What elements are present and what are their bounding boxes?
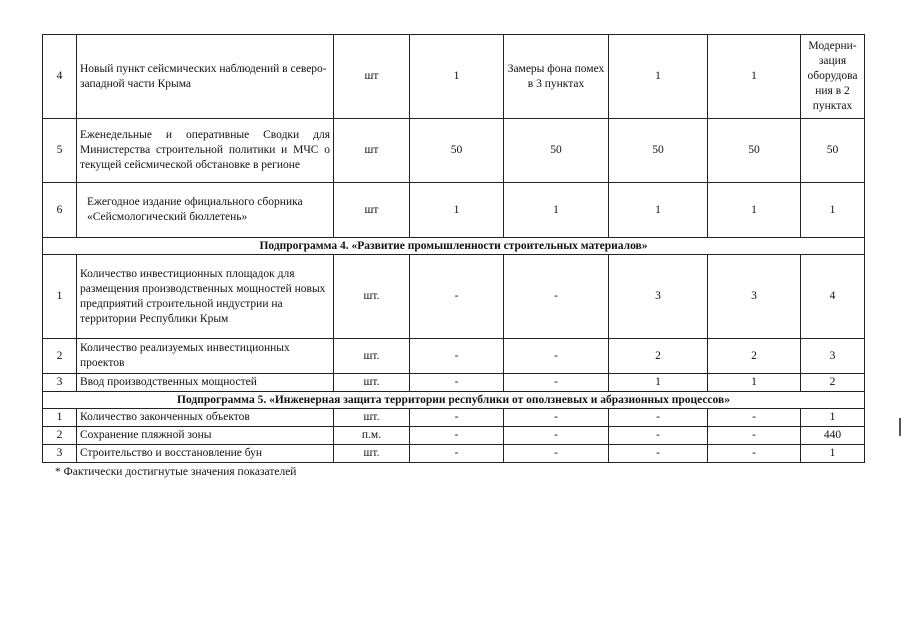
unit-cell: шт — [334, 35, 410, 119]
value-cell: 1 — [410, 35, 504, 119]
row-number: 3 — [43, 445, 77, 463]
unit-cell: шт — [334, 119, 410, 183]
table-row — [43, 119, 865, 183]
value-cell: - — [609, 445, 708, 463]
row-number: 3 — [43, 374, 77, 392]
indicator-name: Ежегодное издание официального сборника «Сейсмологический бюллетень» — [77, 183, 334, 238]
indicators-table — [42, 34, 865, 463]
unit-cell: шт. — [334, 339, 410, 374]
table-row — [43, 374, 865, 392]
value-cell: 440 — [801, 427, 865, 445]
value-cell: - — [504, 427, 609, 445]
subprogram-5-title: Подпрограмма 5. «Инженерная защита территории республики от оползневых и абразионных процессов» — [43, 392, 865, 409]
row-number: 6 — [43, 183, 77, 238]
indicator-name: Ввод производственных мощностей — [77, 374, 334, 392]
value-cell: - — [504, 339, 609, 374]
value-cell: 2 — [801, 374, 865, 392]
value-cell: 3 — [801, 339, 865, 374]
value-cell: 2 — [609, 339, 708, 374]
unit-cell: шт. — [334, 445, 410, 463]
value-cell: 1 — [801, 445, 865, 463]
row-number: 1 — [43, 409, 77, 427]
subprogram-header — [43, 392, 865, 409]
indicator-name: Строительство и восстановление бун — [77, 445, 334, 463]
value-cell: 1 — [708, 374, 801, 392]
value-cell: - — [504, 255, 609, 339]
value-cell: - — [504, 374, 609, 392]
table-row — [43, 427, 865, 445]
indicator-name: Количество реализуемых инвестиционных проектов — [77, 339, 334, 374]
row-number: 2 — [43, 427, 77, 445]
value-cell: 1 — [504, 183, 609, 238]
value-cell: 50 — [801, 119, 865, 183]
value-cell: Модерни-зация оборудова ния в 2 пунктах — [801, 35, 865, 119]
value-cell: - — [410, 445, 504, 463]
value-cell: 1 — [609, 35, 708, 119]
value-cell: 3 — [708, 255, 801, 339]
value-cell: - — [609, 409, 708, 427]
subprogram-4-title: Подпрограмма 4. «Развитие промышленности строительных материалов» — [43, 238, 865, 255]
unit-cell: шт. — [334, 255, 410, 339]
indicator-name: Новый пункт сейсмических наблюдений в северо-западной части Крыма — [77, 35, 334, 119]
value-cell: - — [410, 427, 504, 445]
value-cell: 3 — [609, 255, 708, 339]
value-cell: 1 — [609, 374, 708, 392]
row-number: 5 — [43, 119, 77, 183]
value-cell: 50 — [708, 119, 801, 183]
value-cell: - — [708, 427, 801, 445]
indicator-name: Количество законченных объектов — [77, 409, 334, 427]
value-cell: 2 — [708, 339, 801, 374]
row-number: 4 — [43, 35, 77, 119]
value-cell: 1 — [801, 183, 865, 238]
value-cell: - — [410, 255, 504, 339]
value-cell: 1 — [708, 183, 801, 238]
value-cell: - — [504, 409, 609, 427]
indicator-name: Количество инвестиционных площадок для размещения производственных мощностей новых предприятий строительной индустрии на территории Республики Крым — [77, 255, 334, 339]
value-cell: - — [410, 409, 504, 427]
unit-cell: шт. — [334, 374, 410, 392]
unit-cell: п.м. — [334, 427, 410, 445]
table-row — [43, 35, 865, 119]
value-cell: 1 — [410, 183, 504, 238]
indicator-name: Еженедельные и оперативные Сводки для Министерства строительной политики и МЧС о текущей сейсмической обстановке в регионе — [77, 119, 334, 183]
value-cell: 50 — [609, 119, 708, 183]
value-cell: 1 — [609, 183, 708, 238]
subprogram-header — [43, 238, 865, 255]
value-cell: - — [504, 445, 609, 463]
scan-artifact — [899, 418, 901, 436]
footnote: * Фактически достигнутые значения показателей — [55, 466, 297, 478]
value-cell: 1 — [708, 35, 801, 119]
unit-cell: шт. — [334, 409, 410, 427]
unit-cell: шт — [334, 183, 410, 238]
row-number: 1 — [43, 255, 77, 339]
table-row — [43, 339, 865, 374]
value-cell: - — [410, 339, 504, 374]
value-cell: 1 — [801, 409, 865, 427]
value-cell: 4 — [801, 255, 865, 339]
value-cell: - — [410, 374, 504, 392]
value-cell: - — [708, 409, 801, 427]
table-row — [43, 409, 865, 427]
value-cell: - — [708, 445, 801, 463]
value-cell: 50 — [504, 119, 609, 183]
value-cell: Замеры фона помех в 3 пунктах — [504, 35, 609, 119]
table-row — [43, 255, 865, 339]
table-row — [43, 445, 865, 463]
value-cell: 50 — [410, 119, 504, 183]
row-number: 2 — [43, 339, 77, 374]
indicator-name: Сохранение пляжной зоны — [77, 427, 334, 445]
value-cell: - — [609, 427, 708, 445]
table-row — [43, 183, 865, 238]
